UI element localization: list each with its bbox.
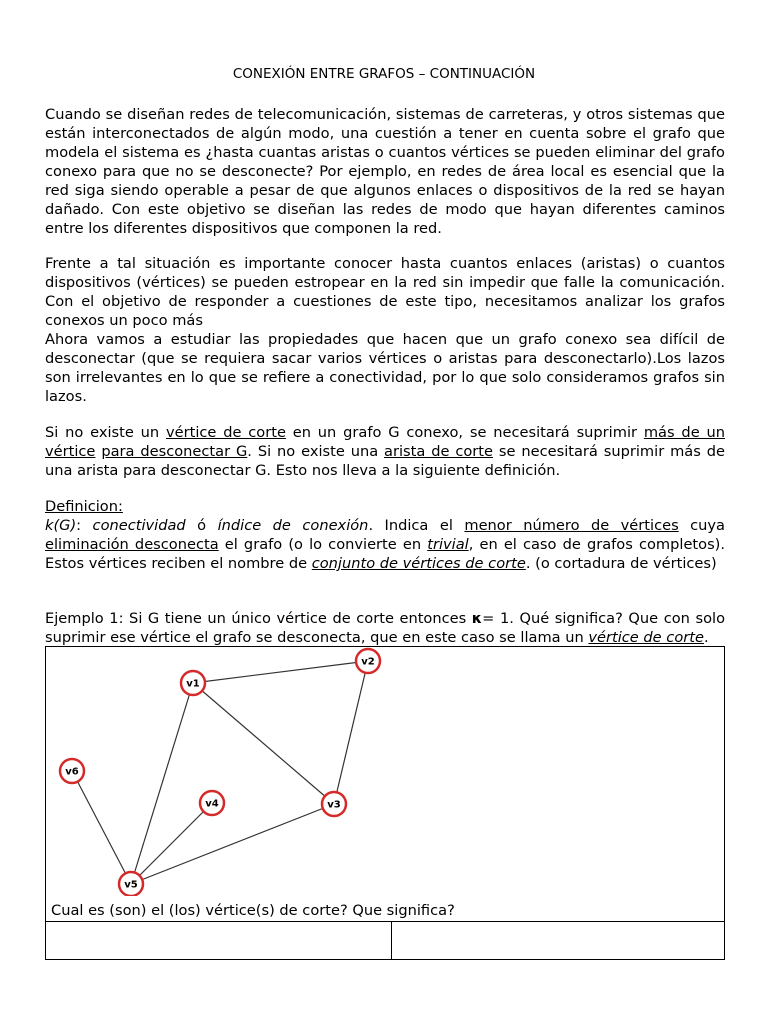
vertex-label: v5: [124, 879, 138, 891]
text: cuya: [678, 517, 725, 534]
definition-heading: Definicion:: [45, 498, 123, 515]
text: ó: [185, 517, 218, 534]
text: Si no existe un: [45, 424, 166, 441]
example-text: [45, 609, 725, 647]
kappa-symbol: κ: [471, 610, 483, 627]
text: Ejemplo 1: Si G tiene un único vértice de corte entonces: [45, 610, 472, 627]
term-vertice-de-corte-example: vértice de corte: [588, 629, 704, 646]
question-text: Cual es (son) el (los) vértice(s) de corte? Que significa?: [51, 902, 455, 919]
term-menor-numero: menor número de vértices: [464, 517, 679, 534]
paragraph-situation: Frente a tal situación es importante conocer hasta cuantos enlaces (aristas) o cuantos dispositivos (vértices) se pueden estropear en la red sin impedir que falle la comunicación. Con el objetivo de responder a cuestiones de este tipo, necesitamos analizar los grafos conexos un poco más: [45, 255, 725, 329]
answer-row: [45, 921, 725, 960]
edge-v1-v2: [193, 661, 368, 683]
vertex-v1: [181, 671, 205, 695]
paragraph-properties: Ahora vamos a estudiar las propiedades que hacen que un grafo conexo sea difícil de desconectar (que se requiera sacar varios vértices o aristas para desconectarlo).Los lazos son irrelevantes en lo que se refiere a conectividad, por lo que solo consideramos grafos sin lazos.: [45, 331, 725, 405]
page-title: CONEXIÓN ENTRE GRAFOS – CONTINUACIÓN: [232, 66, 536, 82]
answer-divider: [391, 922, 392, 959]
text: :: [76, 517, 93, 534]
vertex-label: v2: [361, 656, 375, 668]
edge-v1-v5: [131, 683, 193, 884]
text: se necesitará suprimir más de una arista para desconectar G. Esto nos lleva a la siguiente definición.: [45, 443, 725, 479]
text: . Si no existe una: [247, 443, 385, 460]
term-indice-de-conexion: índice de conexión: [217, 517, 369, 534]
text: . (o cortadura de vértices): [525, 555, 717, 572]
term-vertice-de-corte: vértice de corte: [166, 424, 286, 441]
vertex-v6: [60, 759, 84, 783]
definition-block: [45, 497, 725, 573]
vertex-v4: [200, 791, 224, 815]
text: el grafo (o lo convierte en: [218, 536, 428, 553]
text: . Indica el: [368, 517, 465, 534]
paragraph-cut-vertex: [45, 423, 725, 480]
term-arista-de-corte: arista de corte: [384, 443, 493, 460]
graph-nodes: [60, 649, 380, 896]
vertex-label: v6: [65, 766, 79, 778]
vertex-label: v4: [205, 798, 219, 810]
edge-v6-v5: [72, 771, 131, 884]
text: , en el caso de grafos completos). Estos vértices reciben el nombre de: [45, 536, 726, 572]
vertex-label: v3: [327, 799, 341, 811]
vertex-label: v1: [186, 678, 200, 690]
graph-diagram: [45, 646, 725, 896]
edge-v3-v5: [131, 804, 334, 884]
term-conjunto-de-vertices-de-corte: conjunto de vértices de corte: [311, 555, 526, 572]
term-eliminacion-desconecta: eliminación desconecta: [45, 536, 219, 553]
graph-edges: [72, 661, 368, 884]
term-trivial: trivial: [427, 536, 469, 553]
text: .: [703, 629, 709, 646]
edge-v2-v3: [334, 661, 368, 804]
term-mas-de-un-vertice: más de un vértice: [45, 424, 725, 460]
text: = 1. Qué significa? Que con solo suprimir ese vértice el grafo se desconecta, que en este caso se llama un: [45, 610, 725, 646]
k-of-g: k(G): [45, 517, 77, 534]
edge-v1-v3: [193, 683, 334, 804]
definition-text: [45, 516, 725, 573]
text: en un grafo G conexo, se necesitará suprimir: [285, 424, 644, 441]
vertex-v5: [119, 872, 143, 896]
vertex-v3: [322, 792, 346, 816]
paragraph-intro: Cuando se diseñan redes de telecomunicación, sistemas de carreteras, y otros sistemas que están interconectados de algún modo, una cuestión a tener en cuenta sobre el grafo que modela el sistema es ¿hasta cuantas aristas o cuantos vértices se pueden eliminar del grafo conexo para que no se desconecte? Por ejemplo, en redes de área local es esencial que la red siga siendo operable a pesar de que algunos enlaces o dispositivos de la red se hayan dañado. Con este objetivo se diseñan las redes de modo que hayan diferentes caminos entre los diferentes dispositivos que componen la red.: [45, 106, 725, 237]
vertex-v2: [356, 649, 380, 673]
term-para-desconectar: para desconectar G: [101, 443, 248, 460]
term-conectividad: conectividad: [92, 517, 186, 534]
